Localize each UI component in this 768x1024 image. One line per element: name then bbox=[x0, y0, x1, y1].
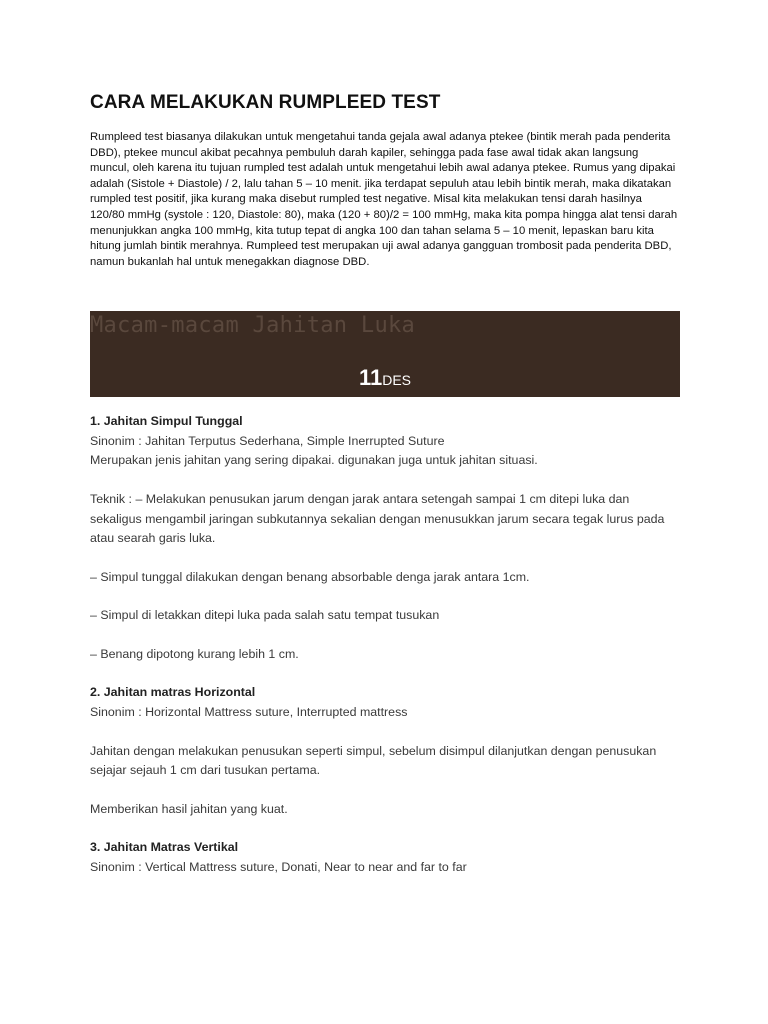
section-1-synonym: Sinonim : Jahitan Terputus Sederhana, Simple Inerrupted Suture bbox=[90, 434, 445, 448]
section-1-heading: 1. Jahitan Simpul Tunggal bbox=[90, 414, 243, 428]
intro-line: 120/80 mmHg (systole : 120, Diastole: 80), maka (120 + 80)/2 = 100 mmHg, maka kita pompa hingga alat tensi darah bbox=[90, 208, 678, 221]
intro-line: muncul, oleh karena itu tujuan rumpled test adalah untuk mengetahui lebih awal adanya ptekee. Rumus yang dipakai bbox=[90, 162, 676, 175]
section-1-description: Merupakan jenis jahitan yang sering dipakai. digunakan juga untuk jahitan situasi. bbox=[90, 453, 538, 467]
intro-line: namun bukanlah hal untuk menegakkan diagnose DBD. bbox=[90, 255, 370, 268]
section-3-synonym: Sinonim : Vertical Mattress suture, Donati, Near to near and far to far bbox=[90, 860, 467, 874]
section-3-heading: 3. Jahitan Matras Vertikal bbox=[90, 840, 239, 854]
intro-line: rumpled test positif, jika kurang maka disebut rumpled test negative. Misal kita melakukan tensi darah hasilnya bbox=[90, 193, 642, 206]
post-date-day: 11 bbox=[358, 365, 383, 390]
section-1-point: – Simpul di letakkan ditepi luka pada salah satu tempat tusukan bbox=[90, 608, 440, 622]
post-date-month: DES bbox=[382, 372, 412, 388]
section-1-teknik-line: sekaligus mengambil jaringan subkutannya sekalian dengan menusukkan jarum secara tegak lurus pada bbox=[90, 512, 665, 526]
section-1-teknik-line: atau searah garis luka. bbox=[90, 531, 216, 545]
intro-paragraph bbox=[90, 130, 680, 270]
section-2-result: Memberikan hasil jahitan yang kuat. bbox=[90, 802, 288, 816]
intro-line: DBD), ptekee muncul akibat pecahnya pembuluh darah kapiler, sehingga pada fase awal tidak akan langsung bbox=[90, 146, 639, 159]
section-1-teknik-line: Teknik : – Melakukan penusukan jarum dengan jarak antara setengah sampai 1 cm ditepi luka dan bbox=[90, 492, 630, 506]
section-1-point: – Simpul tunggal dilakukan dengan benang absorbable denga jarak antara 1cm. bbox=[90, 570, 530, 584]
intro-line: menunjukkan angka 100 mmHg, kita tutup tepat di angka 100 dan tahan selama 5 – 10 menit, lepaskan baru kita bbox=[90, 224, 654, 237]
intro-line: hitung jumlah bintik merahnya. Rumpleed test merupakan uji awal adanya gangguan trombosit pada penderita DBD, bbox=[90, 240, 672, 253]
section-2-heading: 2. Jahitan matras Horizontal bbox=[90, 685, 256, 699]
post-date bbox=[90, 365, 680, 391]
document-title: CARA MELAKUKAN RUMPLEED TEST bbox=[90, 92, 441, 113]
section-2-description-line: sejajar sejauh 1 cm dari tusukan pertama. bbox=[90, 763, 321, 777]
section-1-point: – Benang dipotong kurang lebih 1 cm. bbox=[90, 647, 299, 661]
section-2-synonym: Sinonim : Horizontal Mattress suture, Interrupted mattress bbox=[90, 705, 408, 719]
intro-line: Rumpleed test biasanya dilakukan untuk mengetahui tanda gejala awal adanya ptekee (bintik merah pada penderita bbox=[90, 131, 671, 143]
post-banner bbox=[90, 311, 680, 397]
section-2-description-line: Jahitan dengan melakukan penusukan seperti simpul, sebelum disimpul dilanjutkan dengan penusukan bbox=[90, 744, 657, 758]
banner-title: Macam-macam Jahitan Luka bbox=[90, 313, 416, 338]
intro-line: adalah (Sistole + Diastole) / 2, lalu tahan 5 – 10 menit. jika terdapat sepuluh atau lebih bintik merah, maka dikatakan bbox=[90, 177, 672, 190]
